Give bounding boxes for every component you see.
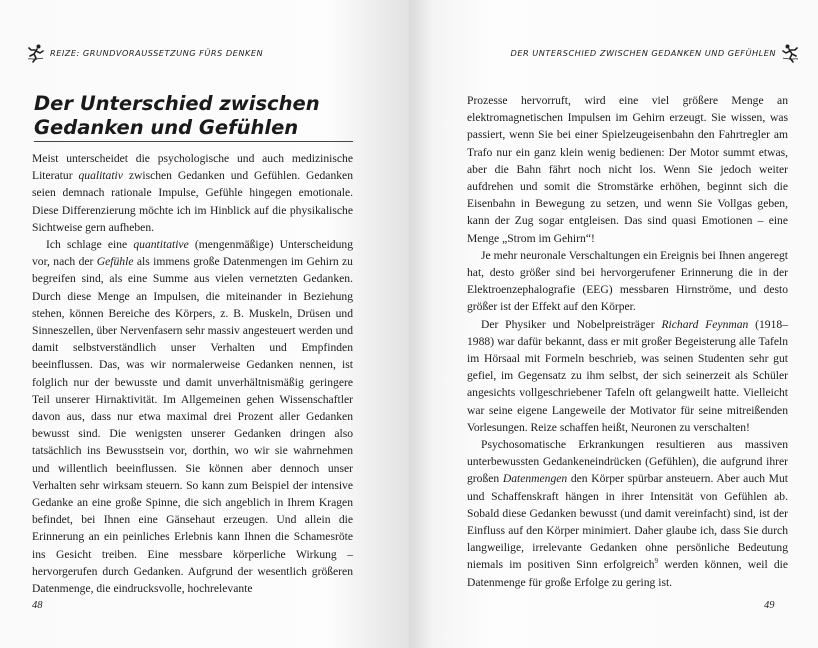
right-page: [409, 0, 818, 648]
emphasis: Gefühle: [96, 255, 134, 269]
page-number: 48: [32, 600, 43, 611]
paragraph: Je mehr neuronale Verschaltungen ein Ereignis bei Ihnen angeregt hat, desto größer sind bei hervorgerufener Erinnerung die in der Elektroenzephalografie (EEG) messbaren Hirnströme, und desto größer ist der Effekt auf den Körper.: [467, 248, 788, 314]
text-run: Meist unterscheidet die psychologische und auch medizinische Literatur: [32, 152, 353, 183]
running-head-text: REIZE: GRUNDVORAUSSETZUNG FÜRS DENKEN: [50, 48, 264, 58]
page-number: 49: [764, 600, 775, 611]
emphasis: qualitativ: [78, 169, 123, 183]
left-running-head: [26, 43, 263, 63]
text-run: (mengenmäßige) Unterscheidung vor, nach der: [32, 238, 353, 269]
running-head-text: DER UNTERSCHIED ZWISCHEN GEDANKEN UND GEFÜHLEN: [510, 48, 776, 58]
left-body-text: [32, 150, 353, 597]
text-run: Psychosomatische Erkrankungen resultieren aus massiven unterbewussten Gedankeneindrücken (Gefühlen), die aufgrund ihrer großen: [467, 438, 788, 486]
footnote-marker[interactable]: 9: [654, 557, 659, 566]
text-run: zwischen Gedanken und Gefühlen. Gedanken seien demnach rationale Impulse, Gefühle hingegen emotionale. Diese Differenzierung möchte ich im Hinblick auf die physikalische Sichtweise gern aufheben.: [32, 169, 353, 234]
emphasis: Richard Feynman: [661, 317, 749, 331]
emphasis: quantitative: [133, 238, 189, 252]
running-figure-icon: [780, 43, 800, 63]
text-run: werden können, weil die Datenmenge für große Erfolge zu gering ist.: [467, 558, 788, 589]
text-run: als immens große Datenmengen im Gehirn zu begreifen sind, als eine Summe aus vielen vernetzten Gedanken. Durch diese Menge an Impulsen, die miteinander in Beziehung stehen, können Bereiche des Körpers, z. B. Muskeln, Drüsen und Sinneszellen, über Nervenfasern sehr massiv angesteuert werden und damit selbstverständlich unser Verhalten und Empfinden beeinflussen. Das, was wir normalerweise Gedanken nennen, ist folglich nur der bewusste und damit unverhältnismäßig geringere Teil unserer Hirnaktivität. Im Allgemeinen gehen Wissenschaftler davon aus, dass nur etwa maximal drei Prozent aller Gedanken bewusst sind. Die wenigsten unserer Gedanken dringen also tatsächlich ins Bewusstsein vor, dorthin, wo wir sie wahrnehmen und willentlich beeinflussen. Sie können aber dennoch unser Verhalten sehr wirksam steuern. So kann zum Beispiel der intensive Gedanke an eine große Spinne, die sich angeblich in Ihrem Kragen befindet, bei Ihnen eine Gänsehaut erzeugen. Und allein die Erinnerung an ein peinliches Erlebnis kann Ihnen die Schamesröte ins Gesicht treiben. Eine messbare körperliche Wirkung – hervorgerufen durch Gedanken. Aufgrund der wesentlich größeren Datenmenge, die eindrucksvolle, hochrelevante: [32, 255, 353, 596]
right-body-text: [467, 92, 788, 591]
title-rule: [34, 141, 353, 142]
chapter-title: [34, 92, 354, 140]
chapter-title-line-1: Der Unterschied zwischen: [34, 92, 320, 115]
paragraph: [32, 150, 353, 236]
right-running-head: [511, 43, 800, 63]
text-run: Ich schlage eine: [46, 238, 134, 252]
running-figure-icon: [26, 43, 46, 63]
paragraph: [467, 436, 788, 591]
paragraph: [467, 316, 788, 436]
text-run: (1918–1988) war dafür bekannt, dass er mit großer Begeisterung alle Tafeln im Hörsaal mit Formeln beschrieb, was seinen Studenten sehr gut gefiel, im Gegensatz zu ihm selbst, der sich seinerzeit als Schüler angesichts vollgeschriebener Tafeln oft gelangweilt hatte. Vielleicht war seine eigene Langeweile der Motivator für seine mitreißenden Vorlesungen. Reize schaffen heißt, Neuronen zu verschalten!: [467, 317, 788, 434]
paragraph: Prozesse hervorruft, wird eine viel größere Menge an elektromagnetischen Impulsen im Gehirn erzeugt. Sie wissen, was passiert, wenn Sie bei einer Spielzeugeisenbahn den Fahrtregler am Trafo nur ein ganz klein wenig bedienen: Der Motor summt etwas, aber die Bahn fährt noch nicht los. Wenn Sie jedoch weiter aufdrehen und somit die Stromstärke erhöhen, beginnt sich die Eisenbahn in Bewegung zu setzen, und wenn Sie Vollgas geben, kann der Zug sogar entgleisen. Das sind quasi Emotionen – eine Menge „Strom im Gehirn“!: [467, 94, 788, 245]
emphasis: Datenmengen: [502, 472, 568, 486]
text-run: Der Physiker und Nobelpreisträger: [481, 317, 662, 331]
paragraph: [32, 236, 353, 597]
chapter-title-line-2: Gedanken und Gefühlen: [34, 116, 299, 139]
text-run: den Körper spürbar ansteuern. Aber auch Mut und Schaffenskraft hängen in ihrer Intensität von Gefühlen ab. Sobald diese Gedanken bewusst (und damit vereinfacht) sind, ist der Einfluss auf den Körper minimiert. Daher glaube ich, dass Sie durch langweilige, irrelevante Gedanken ohne persönliche Bedeutung niemals im positiven Sinn erfolgreich: [467, 472, 789, 572]
